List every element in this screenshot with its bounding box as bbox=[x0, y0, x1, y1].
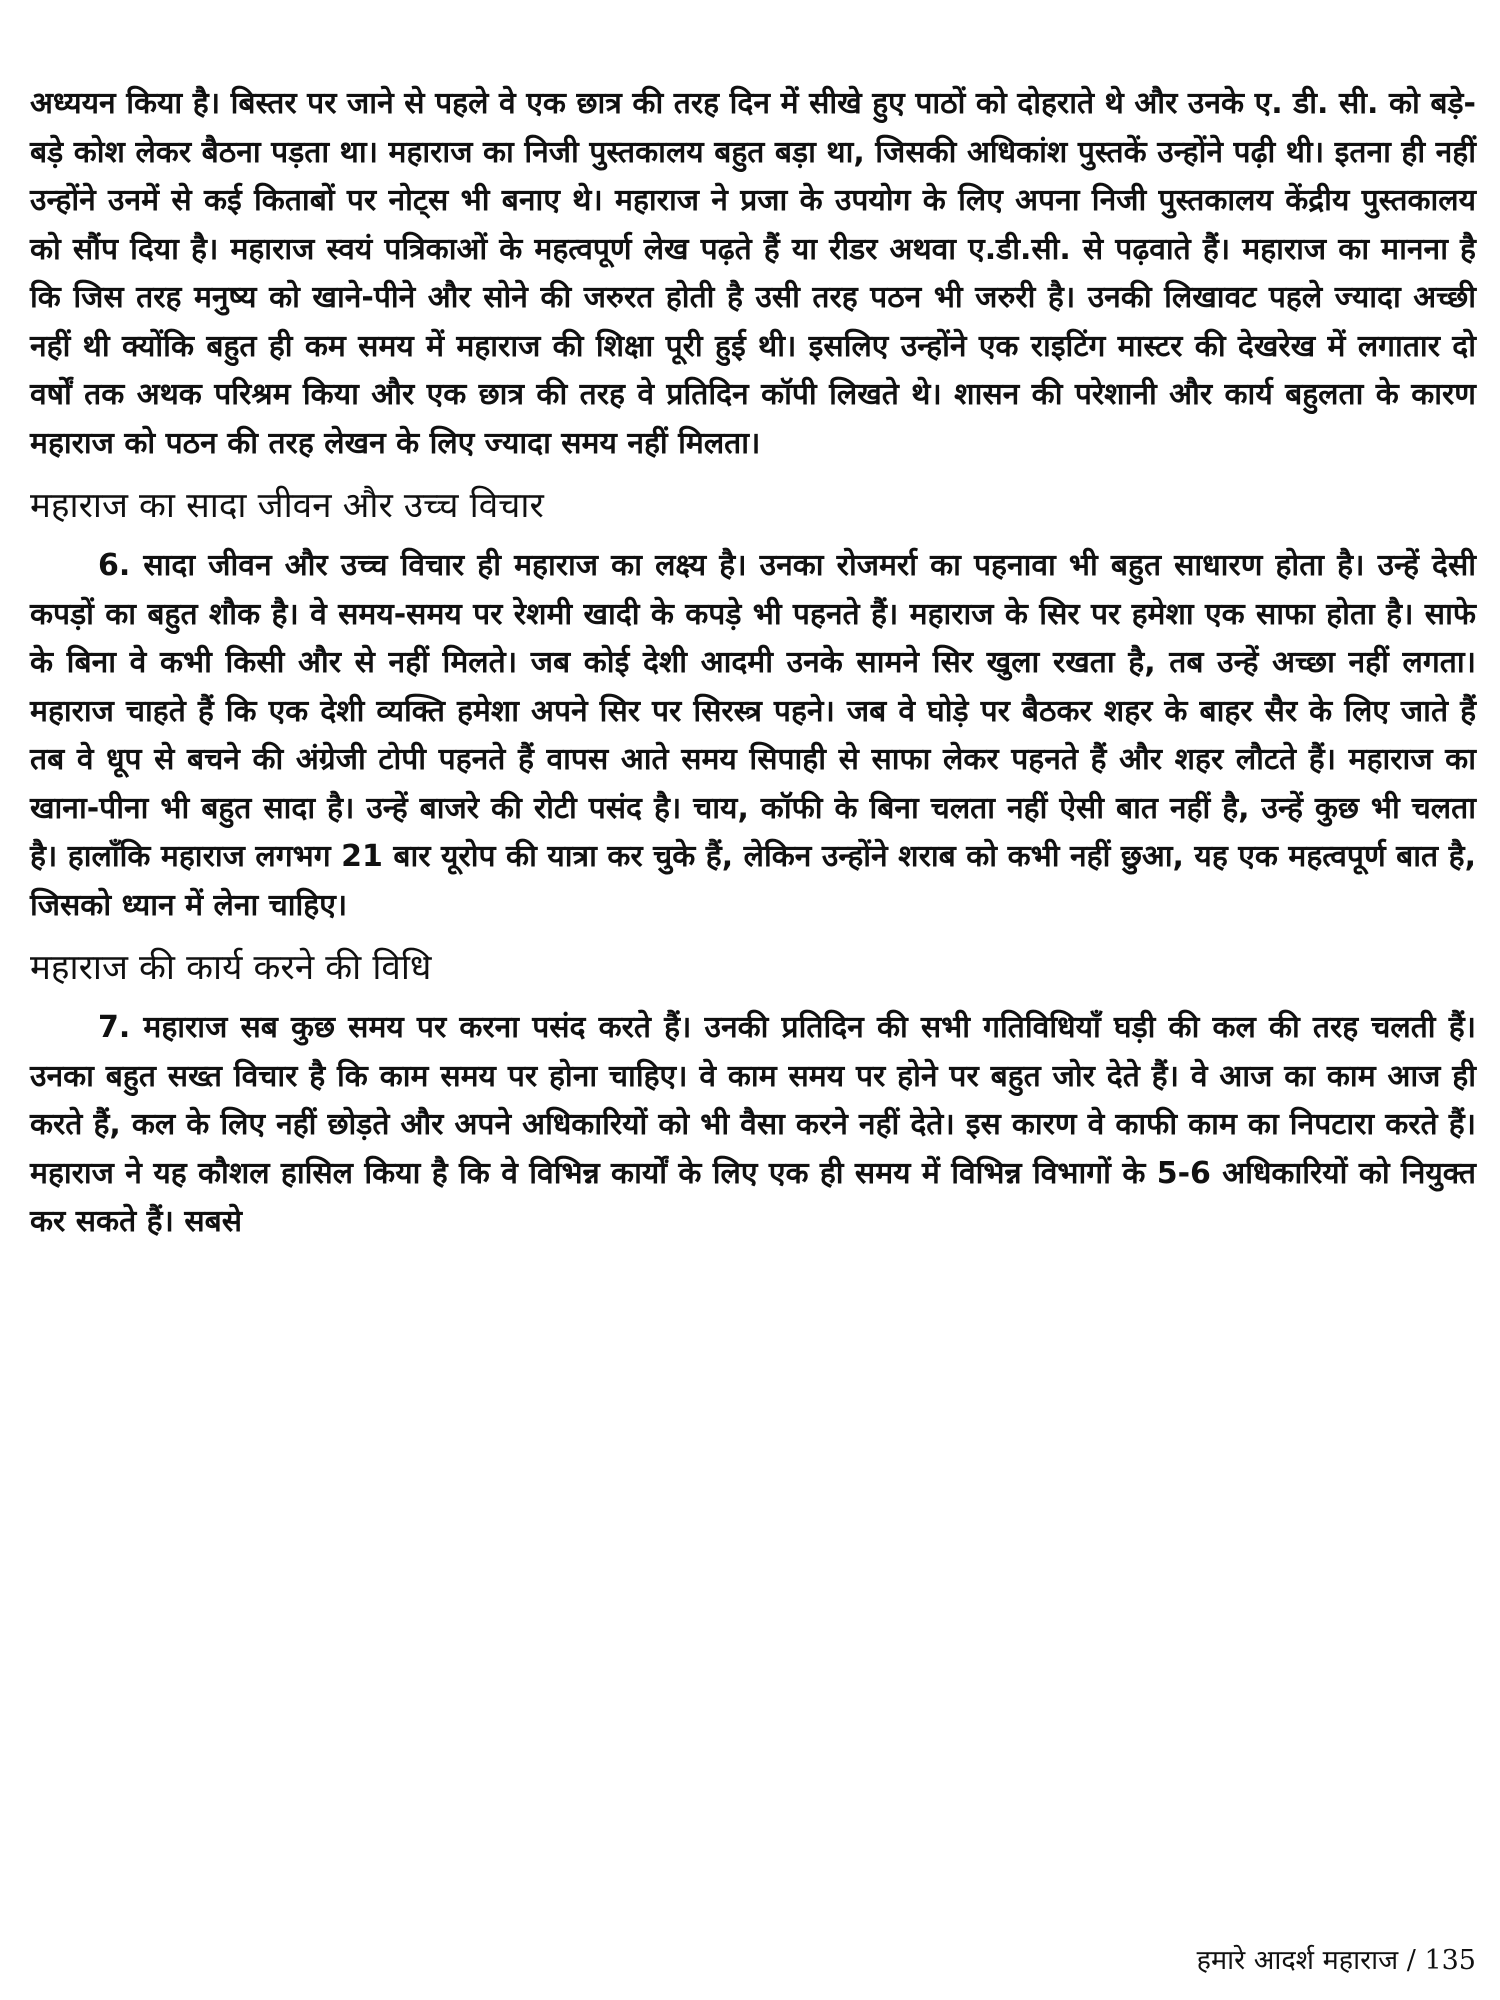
page-footer bbox=[1197, 1940, 1476, 1977]
page-number: 135 bbox=[1424, 1945, 1476, 1976]
document-page bbox=[30, 0, 1476, 2000]
paragraph-section-7: 7. महाराज सब कुछ समय पर करना पसंद करते हैं। उनकी प्रतिदिन की सभी गतिविधियाँ घड़ी की कल की तरह चलती हैं। उनका बहुत सख्त विचार है कि काम समय पर होना चाहिए। वे काम समय पर होने पर बहुत जोर देते हैं। वे आज का काम आज ही करते हैं, कल के लिए नहीं छोड़ते और अपने अधिकारियों को भी वैसा करने नहीं देते। इस कारण वे काफी काम का निपटारा करते हैं। महाराज ने यह कौशल हासिल किया है कि वे विभिन्न कार्यों के लिए एक ही समय में विभिन्न विभागों के 5-6 अधिकारियों को नियुक्त कर सकते हैं। सबसे bbox=[30, 1010, 1476, 1239]
footer-separator: / bbox=[1406, 1945, 1416, 1976]
section-heading-work-method: महाराज की कार्य करने की विधि bbox=[30, 948, 432, 988]
paragraph-section-6: 6. सादा जीवन और उच्च विचार ही महाराज का लक्ष्य है। उनका रोजमर्रा का पहनावा भी बहुत साधारण होता है। उन्हें देसी कपड़ों का बहुत शौक है। वे समय-समय पर रेशमी खादी के कपड़े भी पहनते हैं। महाराज के सिर पर हमेशा एक साफा होता है। साफे के बिना वे कभी किसी और से नहीं मिलते। जब कोई देशी आदमी उनके सामने सिर खुला रखता है, तब उन्हें अच्छा नहीं लगता। महाराज चाहते हैं कि एक देशी व्यक्ति हमेशा अपने सिर पर सिरस्त्र पहने। जब वे घोड़े पर बैठकर शहर के बाहर सैर के लिए जाते हैं तब वे धूप से बचने की अंग्रेजी टोपी पहनते हैं वापस आते समय सिपाही से साफा लेकर पहनते हैं और शहर लौटते हैं। महाराज का खाना-पीना भी बहुत सादा है। उन्हें बाजरे की रोटी पसंद है। चाय, कॉफी के बिना चलता नहीं ऐसी बात नहीं है, उन्हें कुछ भी चलता है। हालाँकि महाराज लगभग 21 बार यूरोप की यात्रा कर चुके हैं, लेकिन उन्होंने शराब को कभी नहीं छुआ, यह एक महत्वपूर्ण बात है, जिसको ध्यान में लेना चाहिए। bbox=[30, 548, 1476, 923]
section-heading-simple-life: महाराज का सादा जीवन और उच्च विचार bbox=[30, 486, 544, 526]
paragraph-intro: अध्ययन किया है। बिस्तर पर जाने से पहले वे एक छात्र की तरह दिन में सीखे हुए पाठों को दोहराते थे और उनके ए. डी. सी. को बड़े-बड़े कोश लेकर बैठना पड़ता था। महाराज का निजी पुस्तकालय बहुत बड़ा था, जिसकी अधिकांश पुस्तकें उन्होंने पढ़ी थी। इतना ही नहीं उन्होंने उनमें से कई किताबों पर नोट्स भी बनाए थे। महाराज ने प्रजा के उपयोग के लिए अपना निजी पुस्तकालय केंद्रीय पुस्तकालय को सौंप दिया है। महाराज स्वयं पत्रिकाओं के महत्वपूर्ण लेख पढ़ते हैं या रीडर अथवा ए.डी.सी. से पढ़वाते हैं। महाराज का मानना है कि जिस तरह मनुष्य को खाने-पीने और सोने की जरुरत होती है उसी तरह पठन भी जरुरी है। उनकी लिखावट पहले ज्यादा अच्छी नहीं थी क्योंकि बहुत ही कम समय में महाराज की शिक्षा पूरी हुई थी। इसलिए उन्होंने एक राइटिंग मास्टर की देखरेख में लगातार दो वर्षों तक अथक परिश्रम किया और एक छात्र की तरह वे प्रतिदिन कॉपी लिखते थे। शासन की परेशानी और कार्य बहुलता के कारण महाराज को पठन की तरह लेखन के लिए ज्यादा समय नहीं मिलता। bbox=[30, 86, 1476, 461]
running-title: हमारे आदर्श महाराज bbox=[1196, 1945, 1399, 1976]
